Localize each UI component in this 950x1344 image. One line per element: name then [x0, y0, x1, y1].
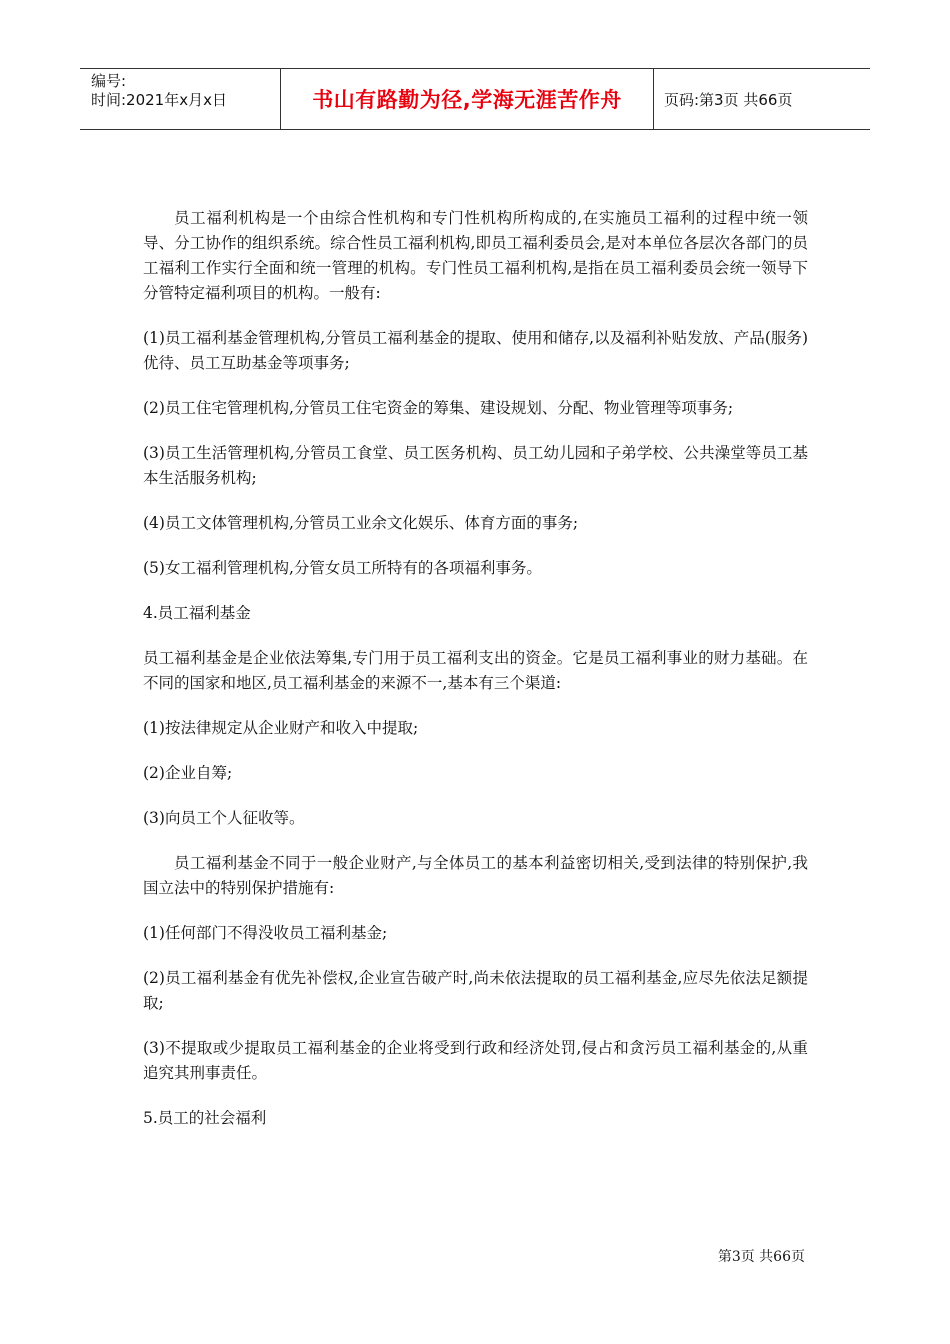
paragraph: 员工福利机构是一个由综合性机构和专门性机构所构成的,在实施员工福利的过程中统一领导、分工协作的组织系统。综合性员工福利机构,即员工福利委员会,是对本单位各层次各部门的员工福利工作实行全面和统一管理的机构。专门性员工福利机构,是指在员工福利委员会统一领导下分管特定福利项目的机构。一般有: — [143, 209, 808, 302]
section-heading: 5.员工的社会福利 — [143, 1109, 267, 1127]
paragraph: 员工福利基金是企业依法筹集,专门用于员工福利支出的资金。它是员工福利事业的财力基础。在不同的国家和地区,员工福利基金的来源不一,基本有三个渠道: — [143, 649, 808, 692]
list-item: (1)任何部门不得没收员工福利基金; — [143, 924, 388, 942]
document-time-label: 时间:2021年x月x日 — [91, 91, 227, 109]
list-item: (3)向员工个人征收等。 — [143, 809, 305, 827]
footer-page-number: 第3页 共66页 — [717, 1249, 805, 1265]
page-footer — [718, 1246, 805, 1266]
page-header — [80, 68, 870, 130]
list-item: (3)员工生活管理机构,分管员工食堂、员工医务机构、员工幼儿园和子弟学校、公共澡堂等员工基本生活服务机构; — [143, 444, 808, 487]
section-heading: 4.员工福利基金 — [143, 604, 251, 622]
document-number-label: 编号: — [91, 72, 127, 90]
header-page-info — [654, 69, 870, 129]
list-item: (2)企业自筹; — [143, 764, 233, 782]
motto-text: 书山有路勤为径,学海无涯苦作舟 — [312, 88, 622, 112]
paragraph: 员工福利基金不同于一般企业财产,与全体员工的基本利益密切相关,受到法律的特别保护,我国立法中的特别保护措施有: — [143, 854, 808, 897]
list-item: (4)员工文体管理机构,分管员工业余文化娱乐、体育方面的事务; — [143, 514, 579, 532]
list-item: (3)不提取或少提取员工福利基金的企业将受到行政和经济处罚,侵占和贪污员工福利基金的,从重追究其刑事责任。 — [143, 1039, 808, 1082]
header-motto — [281, 69, 654, 129]
document-body — [143, 206, 808, 1151]
header-page-number: 页码:第3页 共66页 — [664, 90, 793, 109]
header-meta — [80, 69, 281, 129]
list-item: (2)员工福利基金有优先补偿权,企业宣告破产时,尚未依法提取的员工福利基金,应尽先依法足额提取; — [143, 969, 808, 1012]
list-item: (5)女工福利管理机构,分管女员工所特有的各项福利事务。 — [143, 559, 542, 577]
list-item: (2)员工住宅管理机构,分管员工住宅资金的筹集、建设规划、分配、物业管理等项事务; — [143, 399, 734, 417]
list-item: (1)按法律规定从企业财产和收入中提取; — [143, 719, 419, 737]
list-item: (1)员工福利基金管理机构,分管员工福利基金的提取、使用和储存,以及福利补贴发放、产品(服务)优待、员工互助基金等项事务; — [143, 329, 808, 372]
